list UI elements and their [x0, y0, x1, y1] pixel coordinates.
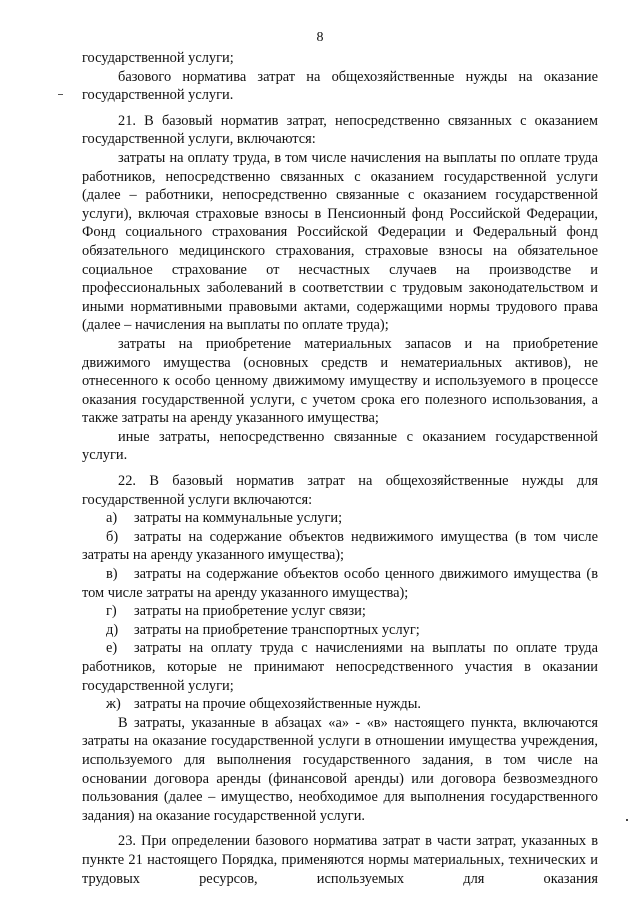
list-item-text: затраты на коммунальные услуги; [134, 510, 343, 527]
paragraph-clause-21: 21. В базовый норматив затрат, непосредственно связанных с оказанием государственной услуги, включаются: [82, 112, 598, 148]
list-marker: г) [106, 603, 117, 620]
document-body [82, 49, 598, 888]
paragraph: В затраты, указанные в абзацах «а» - «в» настоящего пункта, включаются затраты на оказание государственной услуги в отношении имущества учреждения, используемого для выполнения государственного задания, в том числе на основании договора аренды (финансовой аренды) или договора безвозмездного пользования (далее – имущество, необходимое для выполнения государственного задания) на оказание государственной услуги. [82, 714, 598, 824]
list-item-text: затраты на приобретение транспортных услуг; [134, 621, 420, 638]
list-marker: в) [106, 566, 118, 583]
list-item [82, 621, 598, 640]
page-number: 8 [316, 30, 324, 45]
paragraph: базового норматива затрат на общехозяйственные нужды на оказание государственной услуги. [82, 68, 598, 104]
list-item [82, 639, 598, 695]
list-item [82, 528, 598, 565]
paragraph: затраты на приобретение материальных запасов и на приобретение движимого имущества (основных средств и нематериальных активов), не отнесенного к особо ценному движимому имуществу и используемого в процессе оказания государственной услуги, с учетом срока его полезного использования, а также затраты на аренду указанного имущества; [82, 335, 598, 427]
paragraph: иные затраты, непосредственно связанные с оказанием государственной услуги. [82, 428, 598, 464]
paragraph: затраты на оплату труда, в том числе начисления на выплаты по оплате труда работников, непосредственно связанных с оказанием государственной услуги (далее – работники, непосредственно связанные с оказанием государственной услуги), включая страховые взносы в Пенсионный фонд Российской Федерации, Фонд социального страхования Российской Федерации и Федеральный фонд обязательного медицинского страхования, страховые взносы на обязательное социальное страхование от несчастных случаев на производстве и профессиональных заболеваний в соответствии с трудовым законодательством и иными нормативными правовыми актами, содержащими нормы трудового права (далее – начисления на выплаты по оплате труда); [82, 149, 598, 334]
list-item-text: затраты на прочие общехозяйственные нужды. [134, 696, 421, 713]
list-item-text: затраты на содержание объектов особо ценного движимого имущества (в том числе затраты на аренду указанного имущества); [82, 566, 598, 601]
paragraph-clause-23: 23. При определении базового норматива затрат в части затрат, указанных в пункте 21 настоящего Порядка, применяются нормы материальных, технических и трудовых ресурсов, используемых для оказания [82, 833, 598, 887]
list-item-text: затраты на оплату труда с начислениями на выплаты по оплате труда работников, которые не принимают непосредственного участия в оказании государственной услуги; [82, 640, 598, 694]
scan-mark [58, 94, 63, 95]
list-item [82, 509, 598, 528]
paragraph-clause-22: 22. В базовый норматив затрат на общехозяйственные нужды для государственной услуги включаются: [82, 473, 598, 508]
list-marker: д) [106, 621, 119, 638]
list-item [82, 565, 598, 602]
list-marker: е) [106, 640, 118, 657]
list-item-text: затраты на приобретение услуг связи; [134, 603, 366, 620]
list-item [82, 602, 598, 621]
list-marker: ж) [106, 696, 121, 713]
scan-mark [626, 819, 628, 821]
list-marker: а) [106, 510, 118, 527]
list-marker: б) [106, 528, 119, 545]
list-item [82, 695, 598, 714]
list-item-text: затраты на содержание объектов недвижимого имущества (в том числе затраты на аренду указанного имущества); [82, 528, 598, 564]
paragraph: государственной услуги; [82, 50, 234, 66]
